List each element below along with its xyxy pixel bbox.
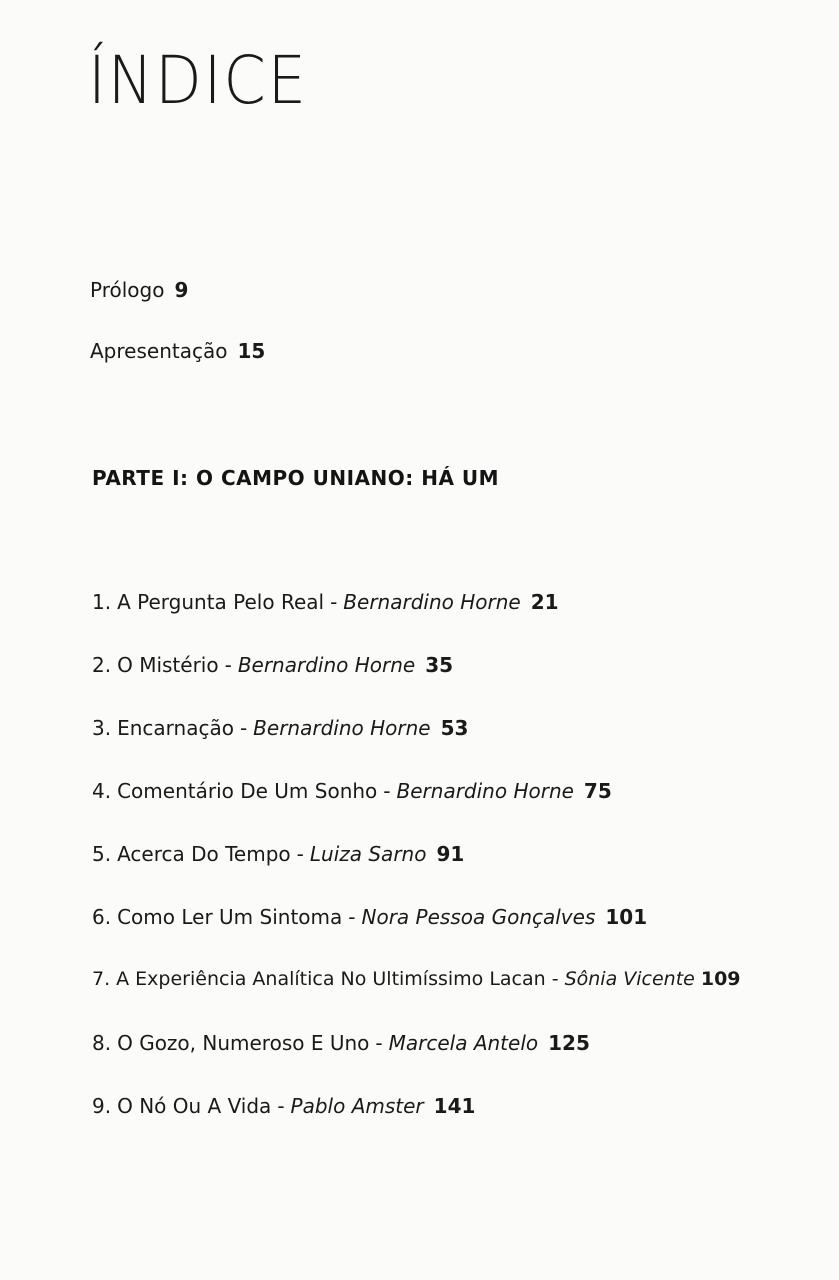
table-of-contents [92, 592, 741, 1159]
entry-separator: - [239, 716, 248, 740]
entry-page: 21 [530, 590, 559, 614]
entry-title: O Mistério [117, 653, 219, 677]
entry-title: O Gozo, Numeroso E Uno [117, 1031, 370, 1055]
toc-entry [92, 1096, 741, 1159]
entry-number: 3. [92, 716, 112, 740]
toc-entry [92, 655, 741, 718]
toc-entry [92, 1033, 741, 1096]
entry-separator: - [296, 842, 304, 866]
entry-separator: - [224, 653, 232, 677]
entry-separator: - [383, 779, 391, 803]
entry-separator: - [277, 1094, 285, 1118]
entry-author: Bernardino Horne [237, 653, 416, 677]
page-title: ÍNDICE [88, 42, 308, 119]
entry-author: Bernardino Horne [253, 716, 431, 740]
toc-entry [92, 781, 741, 844]
entry-page: 109 [700, 968, 741, 990]
entry-number: 4. [92, 779, 112, 803]
entry-author: Luiza Sarno [309, 842, 427, 866]
entry-number: 1. [92, 590, 112, 614]
entry-author: Nora Pessoa Gonçalves [361, 905, 596, 929]
toc-entry [92, 718, 741, 781]
page-number: 9 [174, 278, 189, 302]
entry-number: 8. [92, 1031, 112, 1055]
entry-separator: - [330, 590, 338, 614]
entry-number: 2. [92, 653, 112, 677]
entry-author: Pablo Amster [290, 1094, 424, 1118]
entry-number: 5. [92, 842, 112, 866]
entry-title: A Pergunta Pelo Real [117, 590, 325, 614]
front-matter-label: Prólogo [90, 278, 165, 302]
front-matter-label: Apresentação [90, 339, 228, 363]
entry-number: 9. [92, 1094, 112, 1118]
toc-entry [92, 907, 741, 970]
entry-page: 53 [440, 716, 469, 740]
entry-title: Comentário De Um Sonho [117, 779, 378, 803]
entry-page: 35 [425, 653, 454, 677]
part-heading: PARTE I: O CAMPO UNIANO: HÁ UM [92, 466, 500, 490]
entry-title: O Nó Ou A Vida [117, 1094, 272, 1118]
toc-entry [92, 970, 741, 1033]
entry-separator: - [348, 905, 356, 929]
front-matter-presentation [90, 341, 265, 361]
entry-separator: - [551, 968, 559, 990]
entry-number: 7. [92, 968, 111, 990]
entry-title: Como Ler Um Sintoma [117, 905, 343, 929]
entry-number: 6. [92, 905, 112, 929]
entry-author: Sônia Vicente [564, 968, 695, 990]
entry-author: Bernardino Horne [343, 590, 521, 614]
page-number: 15 [237, 339, 266, 363]
entry-page: 91 [436, 842, 465, 866]
entry-title: Encarnação [117, 716, 234, 740]
front-matter-prologue [90, 280, 188, 300]
entry-author: Bernardino Horne [396, 779, 574, 803]
entry-author: Marcela Antelo [388, 1031, 539, 1055]
toc-entry [92, 592, 741, 655]
entry-page: 75 [583, 779, 612, 803]
entry-page: 101 [605, 905, 648, 929]
entry-title: Acerca Do Tempo [117, 842, 291, 866]
entry-page: 125 [548, 1031, 590, 1055]
entry-title: A Experiência Analítica No Ultimíssimo Lacan [116, 968, 546, 990]
entry-separator: - [375, 1031, 383, 1055]
toc-entry [92, 844, 741, 907]
entry-page: 141 [433, 1094, 476, 1118]
